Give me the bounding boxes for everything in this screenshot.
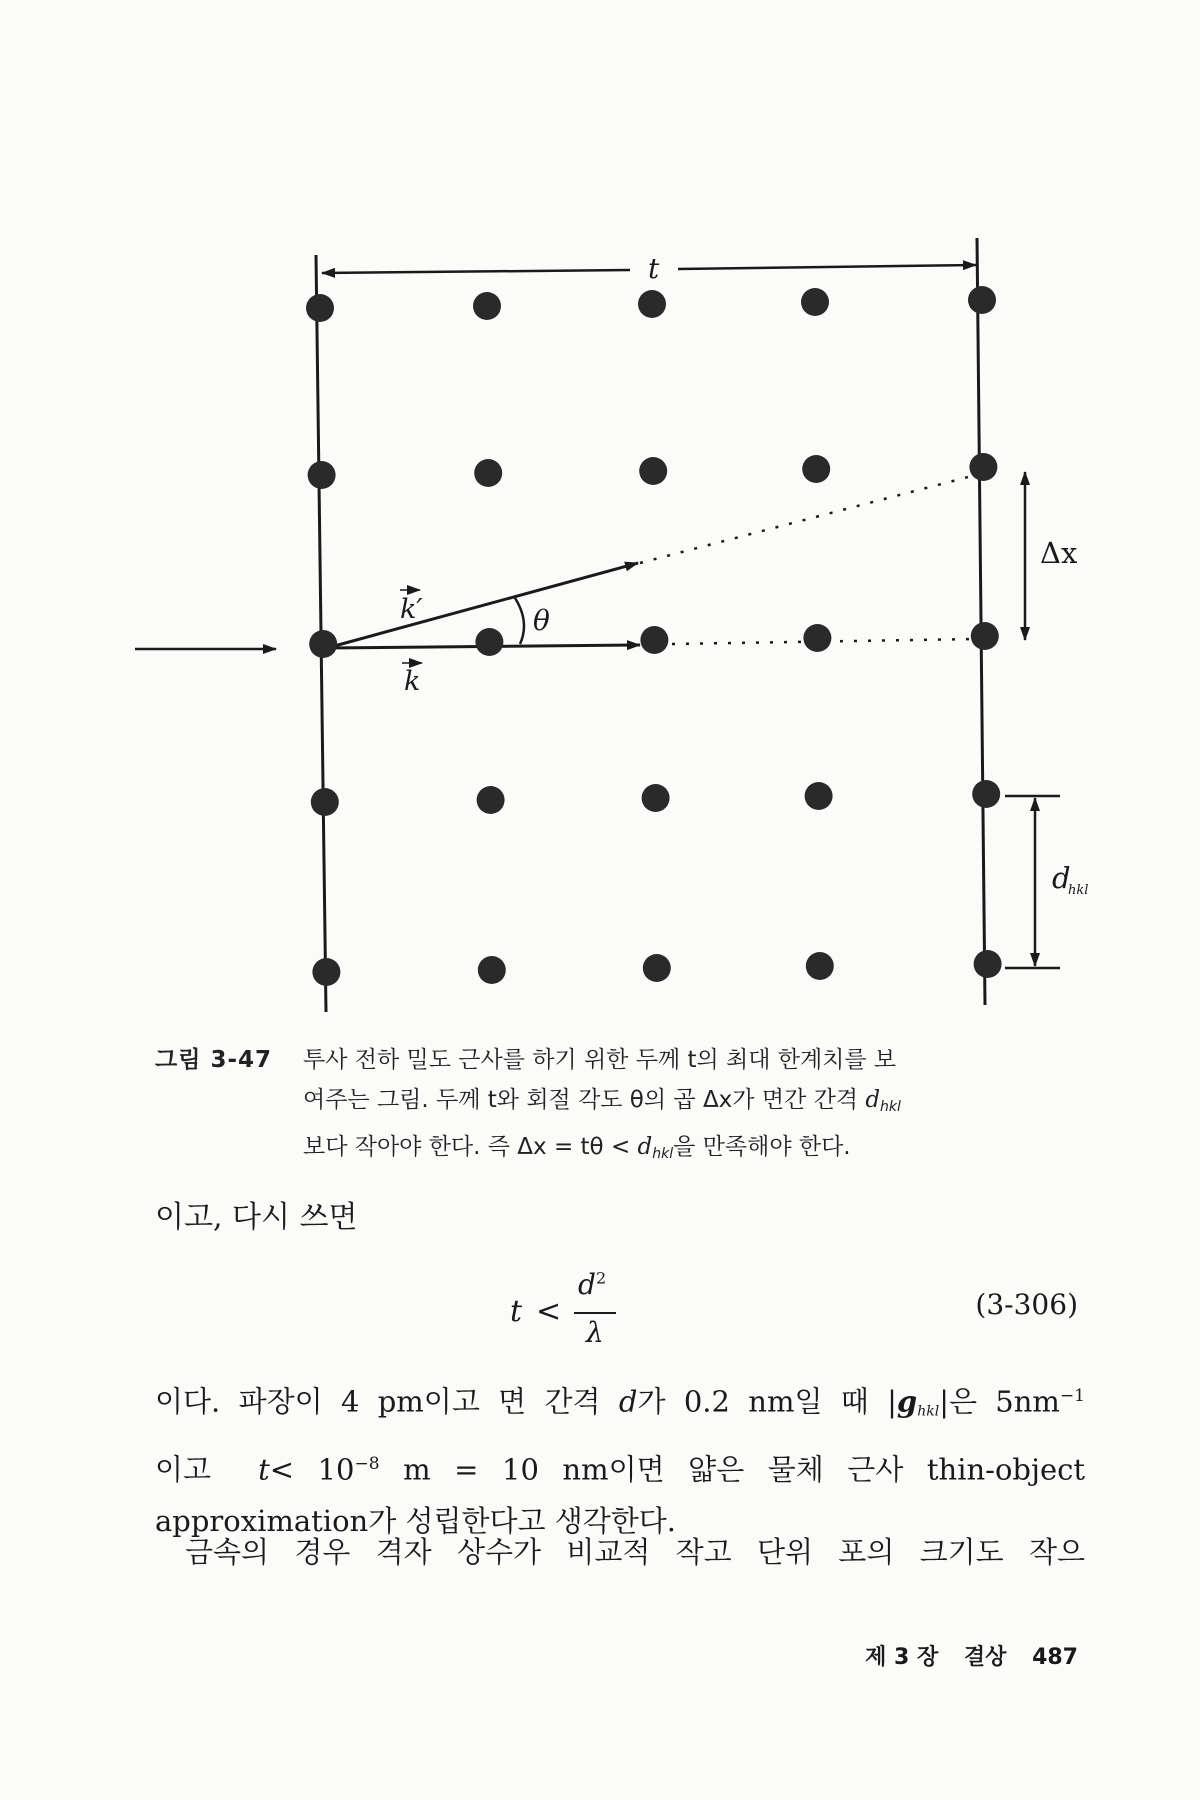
atom-r3-c1	[309, 630, 337, 658]
label-t: t	[648, 252, 660, 285]
caption-line-2: 여주는 그림. 두께 t와 회절 각도 θ의 곱 Δx가 면간 간격 $d_{hkl}$	[303, 1087, 901, 1115]
paragraph-line-3: approximation가 성립한다고 생각한다.	[155, 1504, 677, 1539]
atom-r3-c5	[971, 622, 999, 650]
paragraph-line-2: 이고 $t< 10^{-8}$ m = 10 nm이면 얇은 물체 근사 thin-object	[155, 1452, 1086, 1487]
atom-r4-c4	[805, 782, 833, 810]
page-footer	[847, 1640, 1078, 1671]
atom-r3-c4	[803, 624, 831, 652]
diffracted-dotted-line	[640, 476, 972, 563]
continued-paragraph: 금속의 경우 격자 상수가 비교적 작고 단위 포의 크기도 작으	[185, 1535, 1085, 1569]
svg-text:d: d	[1052, 861, 1071, 895]
atom-r4-c5	[972, 780, 1000, 808]
caption-line-1: 투사 전하 밀도 근사를 하기 위한 두께 t의 최대 한계치를 보	[303, 1047, 897, 1073]
theta-arc	[515, 598, 524, 644]
thickness-arrow-right	[678, 265, 976, 269]
atom-r1-c4	[801, 288, 829, 316]
label-delta-x: Δx	[1040, 536, 1078, 570]
label-k	[402, 663, 422, 697]
svg-text:k′: k′	[400, 594, 423, 625]
atom-r2-c1	[308, 461, 336, 489]
atom-r3-c2	[475, 628, 503, 656]
caption-line-3: 보다 작아야 한다. 즉 $\Delta x = t\theta < d_{hkl}$을 만족해야 한다.	[303, 1134, 851, 1162]
thickness-arrow-left	[322, 270, 630, 273]
atom-r2-c3	[639, 457, 667, 485]
atom-r4-c2	[477, 786, 505, 814]
footer-chapter: 제 3 장	[865, 1645, 939, 1670]
atom-r2-c2	[474, 459, 502, 487]
atom-r1-c2	[473, 292, 501, 320]
atom-r5-c1	[312, 958, 340, 986]
equation-number: (3-306)	[975, 1288, 1078, 1321]
atom-r4-c3	[642, 784, 670, 812]
figure-caption	[155, 1040, 1085, 1174]
label-theta: θ	[533, 604, 550, 637]
body-paragraph	[155, 1370, 1085, 1547]
atom-lattice	[306, 286, 1002, 986]
figure-label: 그림 3-47	[155, 1047, 272, 1073]
intro-text: 이고, 다시 쓰면	[155, 1200, 358, 1235]
svg-text:hkl: hkl	[1068, 883, 1089, 898]
paragraph-line-1: 이다. 파장이 4 pm이고 면 간격 d가 0.2 nm일 때 $|g_{hkl}|$은 $5nm^{-1}$	[155, 1384, 1085, 1420]
atom-r2-c5	[969, 453, 997, 481]
atom-r5-c5	[974, 950, 1002, 978]
atom-r2-c4	[802, 455, 830, 483]
footer-title: 결상	[963, 1645, 1007, 1670]
page-number: 487	[1032, 1645, 1078, 1670]
equation-3-306: t < $d^2$ λ	[500, 1268, 650, 1358]
svg-text:k: k	[404, 666, 421, 697]
right-boundary-line	[977, 238, 985, 1005]
atom-r5-c2	[478, 956, 506, 984]
atom-r5-c3	[643, 954, 671, 982]
atom-r4-c1	[311, 788, 339, 816]
atom-r1-c1	[306, 294, 334, 322]
atom-r1-c3	[638, 290, 666, 318]
label-k-prime	[400, 590, 423, 625]
atom-r3-c3	[640, 626, 668, 654]
label-dhkl	[1052, 861, 1088, 898]
atom-r1-c5	[968, 286, 996, 314]
atom-r5-c4	[806, 952, 834, 980]
